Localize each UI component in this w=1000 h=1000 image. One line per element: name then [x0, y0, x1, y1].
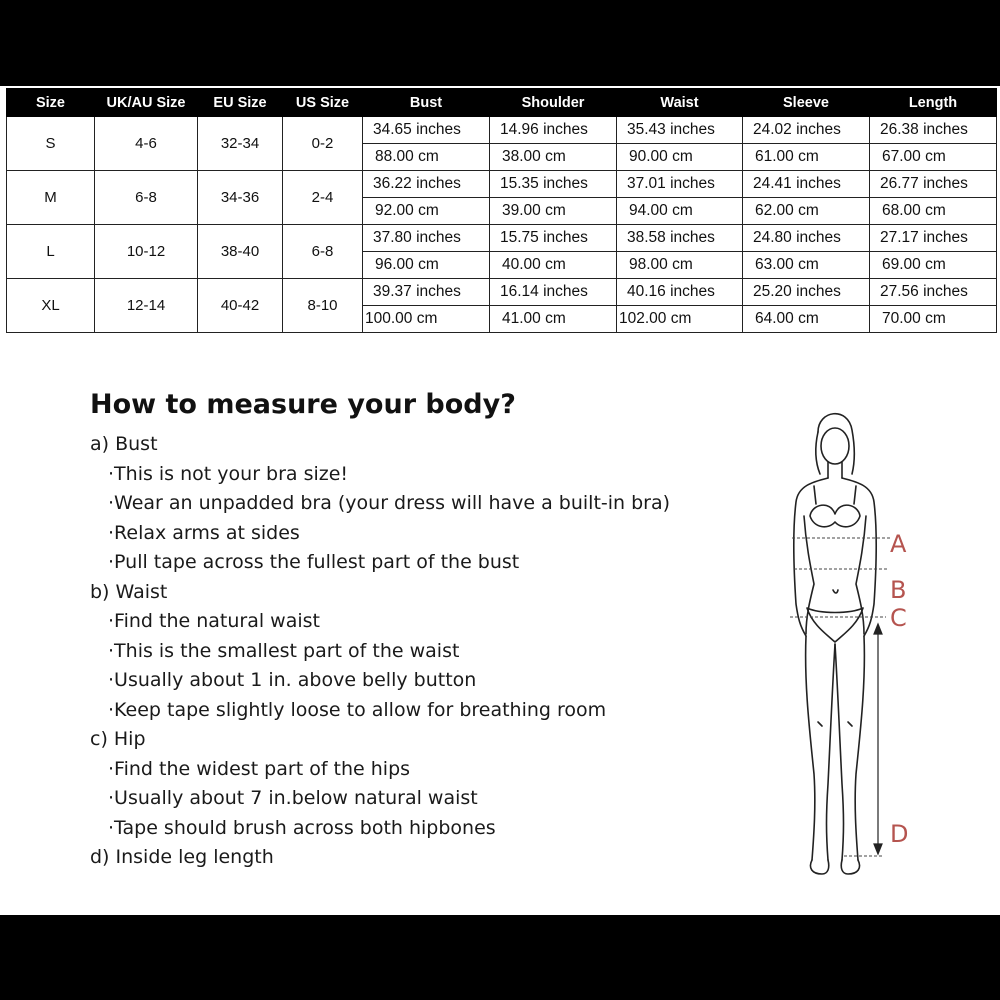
cell-uk-au-size: 4-6 [95, 117, 198, 171]
cell-bust-cm: 100.00 cm [363, 306, 490, 333]
cell-eu-size: 40-42 [198, 279, 283, 333]
waist-tip: ·Keep tape slightly loose to allow for breathing room [108, 698, 607, 721]
table-header-row [7, 89, 997, 117]
inside-leg-arrow [874, 624, 882, 854]
section-hip-label: c) Hip [90, 728, 146, 750]
cell-waist-inches: 40.16 inches [617, 279, 743, 306]
cell-us-size: 8-10 [283, 279, 363, 333]
cell-bust-inches: 36.22 inches [363, 171, 490, 198]
cell-shoulder-inches: 14.96 inches [490, 117, 617, 144]
cell-waist-inches: 37.01 inches [617, 171, 743, 198]
cell-length-cm: 69.00 cm [870, 252, 997, 279]
cell-sleeve-inches: 24.02 inches [743, 117, 870, 144]
cell-waist-inches: 35.43 inches [617, 117, 743, 144]
header-length: Length [870, 89, 997, 117]
header-waist: Waist [617, 89, 743, 117]
cell-waist-cm: 98.00 cm [617, 252, 743, 279]
waist-tip: ·Usually about 1 in. above belly button [108, 669, 477, 691]
measurement-labels [890, 530, 908, 848]
cell-eu-size: 34-36 [198, 171, 283, 225]
figure-outline [794, 414, 877, 874]
cell-length-cm: 67.00 cm [870, 144, 997, 171]
cell-waist-cm: 90.00 cm [617, 144, 743, 171]
table-row [7, 117, 997, 144]
label-b: B [890, 576, 907, 604]
section-bust-label: a) Bust [90, 433, 158, 455]
cell-bust-inches: 37.80 inches [363, 225, 490, 252]
cell-waist-inches: 38.58 inches [617, 225, 743, 252]
cell-bust-cm: 96.00 cm [363, 252, 490, 279]
cell-size: L [7, 225, 95, 279]
label-d: D [890, 820, 909, 848]
cell-length-inches: 27.17 inches [870, 225, 997, 252]
bust-tip: ·This is not your bra size! [108, 462, 349, 485]
body-measurement-figure [760, 404, 970, 884]
guide-title: How to measure your body? [90, 389, 516, 420]
size-table [6, 88, 997, 333]
header-uk-au-size: UK/AU Size [95, 89, 198, 117]
cell-waist-cm: 102.00 cm [617, 306, 743, 333]
header-size: Size [7, 89, 95, 117]
cell-bust-inches: 39.37 inches [363, 279, 490, 306]
hip-tip: ·Tape should brush across both hipbones [108, 816, 496, 839]
cell-shoulder-cm: 41.00 cm [490, 306, 617, 333]
cell-waist-cm: 94.00 cm [617, 198, 743, 225]
cell-shoulder-cm: 38.00 cm [490, 144, 617, 171]
cell-us-size: 2-4 [283, 171, 363, 225]
table-row [7, 279, 997, 306]
size-chart-sheet [0, 86, 1000, 915]
table-row [7, 225, 997, 252]
label-c: C [890, 604, 907, 632]
cell-size: S [7, 117, 95, 171]
cell-uk-au-size: 10-12 [95, 225, 198, 279]
cell-us-size: 6-8 [283, 225, 363, 279]
table-row [7, 171, 997, 198]
header-shoulder: Shoulder [490, 89, 617, 117]
cell-sleeve-inches: 24.41 inches [743, 171, 870, 198]
cell-length-inches: 26.77 inches [870, 171, 997, 198]
bust-tip: ·Relax arms at sides [108, 521, 300, 544]
cell-shoulder-inches: 15.75 inches [490, 225, 617, 252]
waist-tip: ·Find the natural waist [108, 610, 320, 632]
section-inside-leg-label: d) Inside leg length [90, 846, 274, 868]
cell-shoulder-cm: 40.00 cm [490, 252, 617, 279]
cell-bust-cm: 88.00 cm [363, 144, 490, 171]
cell-uk-au-size: 6-8 [95, 171, 198, 225]
hip-tip: ·Find the widest part of the hips [108, 757, 411, 780]
hip-tip: ·Usually about 7 in.below natural waist [108, 787, 478, 809]
cell-length-cm: 68.00 cm [870, 198, 997, 225]
header-bust: Bust [363, 89, 490, 117]
cell-sleeve-cm: 62.00 cm [743, 198, 870, 225]
cell-shoulder-cm: 39.00 cm [490, 198, 617, 225]
waist-tip: ·This is the smallest part of the waist [108, 639, 460, 662]
cell-size: M [7, 171, 95, 225]
cell-sleeve-cm: 64.00 cm [743, 306, 870, 333]
cell-length-inches: 26.38 inches [870, 117, 997, 144]
cell-us-size: 0-2 [283, 117, 363, 171]
cell-length-cm: 70.00 cm [870, 306, 997, 333]
cell-length-inches: 27.56 inches [870, 279, 997, 306]
cell-shoulder-inches: 15.35 inches [490, 171, 617, 198]
cell-eu-size: 32-34 [198, 117, 283, 171]
label-a: A [890, 530, 907, 558]
cell-eu-size: 38-40 [198, 225, 283, 279]
cell-bust-inches: 34.65 inches [363, 117, 490, 144]
cell-sleeve-cm: 63.00 cm [743, 252, 870, 279]
header-us-size: US Size [283, 89, 363, 117]
cell-bust-cm: 92.00 cm [363, 198, 490, 225]
section-waist-label: b) Waist [90, 580, 168, 603]
header-eu-size: EU Size [198, 89, 283, 117]
cell-sleeve-inches: 25.20 inches [743, 279, 870, 306]
cell-sleeve-inches: 24.80 inches [743, 225, 870, 252]
cell-shoulder-inches: 16.14 inches [490, 279, 617, 306]
bust-tip: ·Wear an unpadded bra (your dress will have a built-in bra) [108, 492, 671, 514]
measure-guide [90, 389, 730, 873]
bust-tip: ·Pull tape across the fullest part of the bust [108, 551, 520, 573]
cell-sleeve-cm: 61.00 cm [743, 144, 870, 171]
header-sleeve: Sleeve [743, 89, 870, 117]
cell-uk-au-size: 12-14 [95, 279, 198, 333]
cell-size: XL [7, 279, 95, 333]
